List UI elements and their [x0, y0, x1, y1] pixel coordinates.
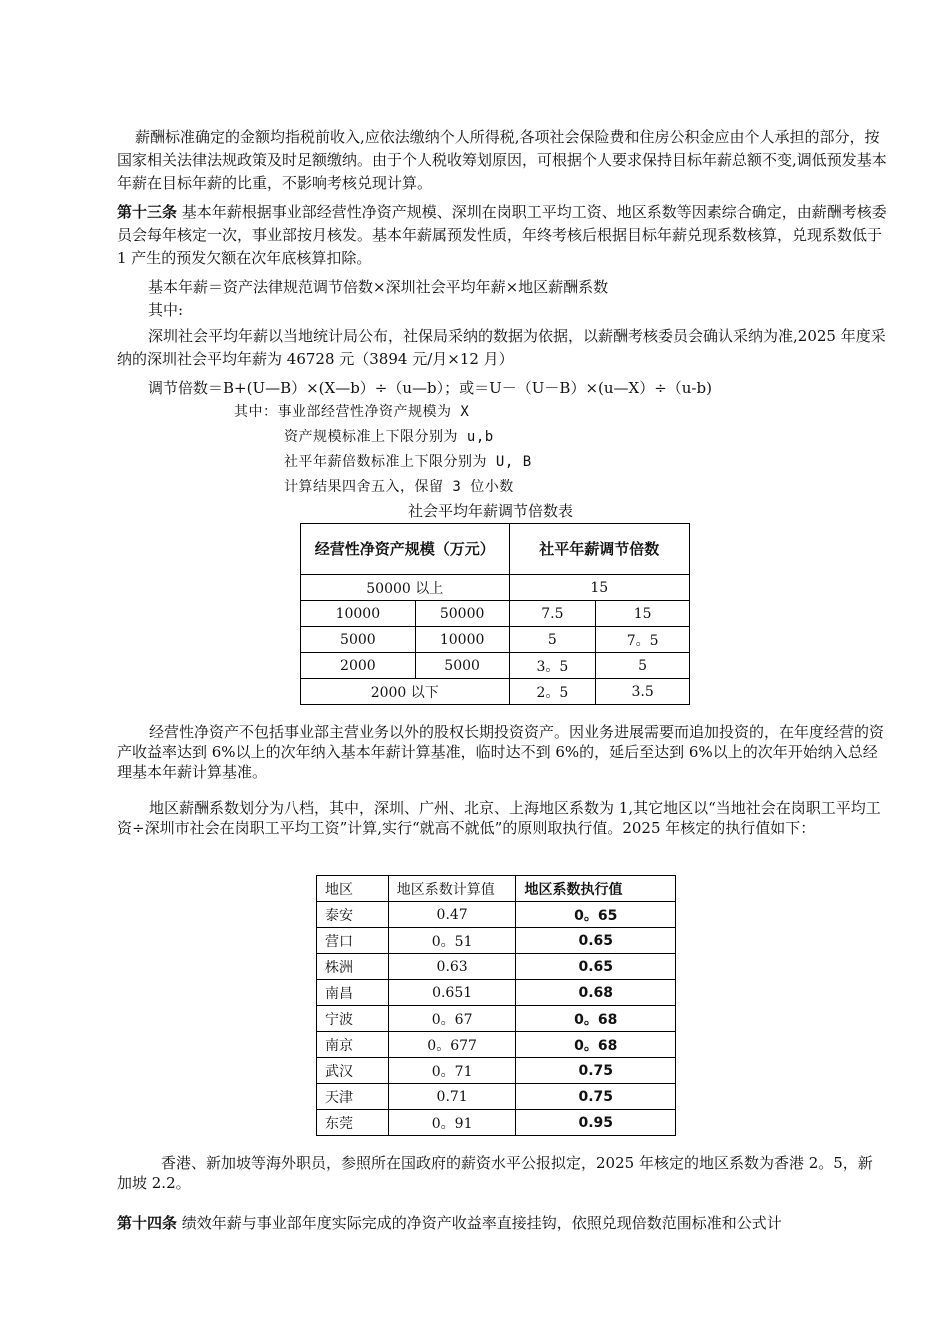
table-cell: 15: [596, 601, 690, 627]
table-row: [301, 679, 690, 705]
table-cell: 0.95: [516, 1110, 676, 1136]
adjust-multiplier-formula: 调节倍数＝B+(U—B）×(X—b）÷（u—b）；或＝U－（U－B）×(u—X）÷（u-b): [148, 379, 712, 397]
table-row: [317, 1058, 676, 1084]
region-coefficient-table: [316, 875, 676, 1136]
table-cell: 5: [596, 653, 690, 679]
table-cell: 宁波: [317, 1006, 389, 1032]
table-row: [317, 1032, 676, 1058]
table-cell: 7。5: [596, 627, 690, 653]
table-row: [317, 1110, 676, 1136]
table-row: [301, 653, 690, 679]
table-cell: 0.71: [388, 1084, 516, 1110]
header-asset-scale: 经营性净资产规模（万元）: [301, 524, 510, 575]
net-asset-paragraph: 经营性净资产不包括事业部主营业务以外的股权长期投资资产。因业务进展需要而追加投资的，在年度经营的资产收益率达到 6%以上的次年纳入基本年薪计算基准，临时达不到 6%的，延后至达到 6%以上的次年开始纳入总经理基本年薪计算基准。: [117, 723, 885, 781]
header-calc-value: 地区系数计算值: [388, 876, 516, 902]
table-cell: 50000 以上: [301, 575, 510, 601]
definition-2: 资产规模标准上下限分别为 u,b: [284, 429, 494, 445]
table-cell: 0.65: [516, 928, 676, 954]
definition-1: 其中：事业部经营性净资产规模为 X: [234, 404, 470, 420]
article-14-paragraph: [117, 1212, 887, 1235]
article-13-label: 第十三条: [117, 203, 178, 221]
table-cell: 50000: [415, 601, 509, 627]
table-row: [317, 928, 676, 954]
table-cell: 2000: [301, 653, 416, 679]
table-cell: 0。65: [516, 902, 676, 928]
table-cell: 2000 以下: [301, 679, 510, 705]
table-cell: 0.68: [516, 980, 676, 1006]
table-row: [317, 1084, 676, 1110]
table1-title: 社会平均年薪调节倍数表: [408, 502, 574, 520]
definition-3: 社平年薪倍数标准上下限分别为 U, B: [284, 454, 532, 470]
table-cell: 15: [509, 575, 689, 601]
intro-paragraph: 薪酬标准确定的金额均指税前收入,应依法缴纳个人所得税,各项社会保险费和住房公积金应由个人承担的部分，按国家相关法律法规政策及时足额缴纳。由于个人税收筹划原因，可根据个人要求保持目标年薪总额不变,调低预发基本年薪在目标年薪的比重，不影响考核兑现计算。: [117, 128, 887, 192]
table-cell: 营口: [317, 928, 389, 954]
article-14-label: 第十四条: [117, 1214, 178, 1232]
region-paragraph: 地区薪酬系数划分为八档，其中，深圳、广州、北京、上海地区系数为 1,其它地区以“当地社会在岗职工平均工资÷深圳市社会在岗职工平均工资”计算,实行“就高不就低”的原则取执行值。2025 年核定的执行值如下：: [117, 799, 881, 837]
table-cell: 0。677: [388, 1032, 516, 1058]
table-cell: 武汉: [317, 1058, 389, 1084]
article-13-paragraph: [117, 201, 887, 270]
base-salary-formula: 基本年薪＝资产法律规范调节倍数×深圳社会平均年薪×地区薪酬系数: [148, 278, 609, 296]
table-row: [301, 627, 690, 653]
header-region: 地区: [317, 876, 389, 902]
definition-4: 计算结果四舍五入，保留 3 位小数: [284, 479, 514, 495]
table-row: [317, 902, 676, 928]
table-cell: 0。68: [516, 1006, 676, 1032]
table-cell: 5000: [415, 653, 509, 679]
table-cell: 5: [509, 627, 596, 653]
table-cell: 10000: [415, 627, 509, 653]
article-13-text: 基本年薪根据事业部经营性净资产规模、深圳在岗职工平均工资、地区系数等因素综合确定，由薪酬考核委员会每年核定一次，事业部按月核发。基本年薪属预发性质，年终考核后根据目标年薪兑现系数核算，兑现系数低于 1 产生的预发欠额在次年底核算扣除。: [117, 203, 887, 267]
header-exec-value: 地区系数执行值: [516, 876, 676, 902]
table-row: [301, 601, 690, 627]
multiplier-table: [300, 523, 690, 705]
table-cell: 0.65: [516, 954, 676, 980]
table-row: [317, 876, 676, 902]
table-cell: 0。91: [388, 1110, 516, 1136]
table-cell: 0.47: [388, 902, 516, 928]
table-cell: 东莞: [317, 1110, 389, 1136]
qizhong-label: 其中:: [148, 301, 184, 319]
table-cell: 南昌: [317, 980, 389, 1006]
table-cell: 5000: [301, 627, 416, 653]
average-salary-paragraph: 深圳社会平均年薪以当地统计局公布，社保局采纳的数据为依据，以薪酬考核委员会确认采纳为准,2025 年度采纳的深圳社会平均年薪为 46728 元（3894 元/月×12 月）: [117, 327, 886, 368]
header-multiplier: 社平年薪调节倍数: [509, 524, 689, 575]
table-cell: 0.63: [388, 954, 516, 980]
table-cell: 株洲: [317, 954, 389, 980]
table-cell: 2。5: [509, 679, 596, 705]
table-cell: 0。68: [516, 1032, 676, 1058]
table-cell: 10000: [301, 601, 416, 627]
table-row: [301, 575, 690, 601]
overseas-paragraph: 香港、新加坡等海外职员，参照所在国政府的薪资水平公报拟定，2025 年核定的地区系数为香港 2。5，新加坡 2.2。: [117, 1154, 873, 1192]
table-cell: 天津: [317, 1084, 389, 1110]
table-cell: 0。67: [388, 1006, 516, 1032]
table-cell: 南京: [317, 1032, 389, 1058]
table-row: [317, 980, 676, 1006]
table-cell: 0。51: [388, 928, 516, 954]
table-row: [301, 524, 690, 575]
table-cell: 7.5: [509, 601, 596, 627]
table-cell: 3.5: [596, 679, 690, 705]
article-14-text: 绩效年薪与事业部年度实际完成的净资产收益率直接挂钩，依照兑现倍数范围标准和公式计: [177, 1214, 782, 1232]
table-cell: 0。71: [388, 1058, 516, 1084]
table-cell: 0.75: [516, 1058, 676, 1084]
table-cell: 0.75: [516, 1084, 676, 1110]
table-row: [317, 1006, 676, 1032]
table-cell: 0.651: [388, 980, 516, 1006]
table-cell: 泰安: [317, 902, 389, 928]
table-row: [317, 954, 676, 980]
table-cell: 3。5: [509, 653, 596, 679]
